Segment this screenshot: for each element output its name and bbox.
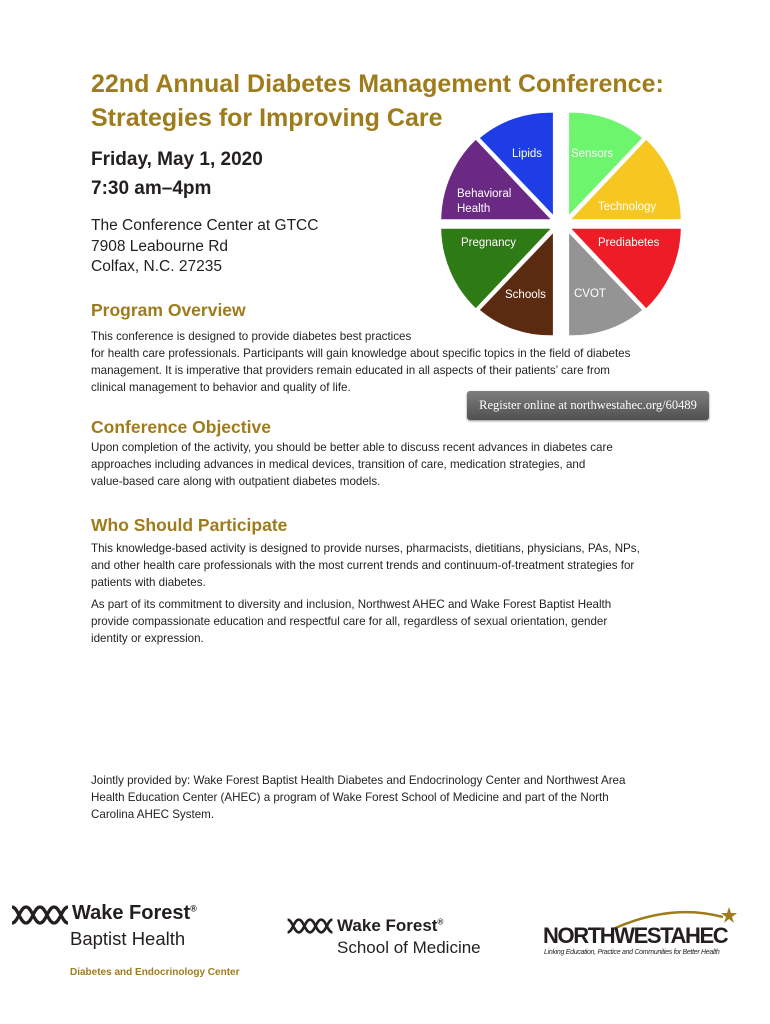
wfsm-logo-line2: School of Medicine <box>337 938 481 957</box>
jointly-line-1: Jointly provided by: Wake Forest Baptist Health Diabetes and Endocrinology Center and Northwest Area <box>91 774 626 787</box>
diversity-line-1: As part of its commitment to diversity and inclusion, Northwest AHEC and Wake Forest Baptist Health <box>91 598 612 611</box>
venue-city: Colfax, N.C. 27235 <box>91 258 222 275</box>
wfsm-logo-line1: Wake Forest® <box>337 916 444 935</box>
program-overview-heading: Program Overview <box>91 300 246 320</box>
wake-forest-mark-icon <box>10 904 70 926</box>
participate-paragraph-1 <box>91 540 691 591</box>
wfbh-subtitle: Diabetes and Endocrinology Center <box>70 967 240 978</box>
wheel-label-sensors: Sensors <box>571 148 614 160</box>
wheel-label-health: Health <box>457 203 491 215</box>
diversity-line-3: identity or expression. <box>91 632 204 645</box>
wheel-label-technology: Technology <box>598 201 657 213</box>
diversity-line-2: provide compassionate education and respectful care for all, regardless of sexual orientation, gender <box>91 615 608 628</box>
overview-line-4: clinical management to behavior and quality of life. <box>91 381 351 394</box>
objective-line-1: Upon completion of the activity, you should be better able to discuss recent advances in diabetes care <box>91 441 613 454</box>
venue-address <box>91 216 318 278</box>
participate-paragraph-2 <box>91 596 691 647</box>
participate-line-1: This knowledge-based activity is designed to provide nurses, pharmacists, dietitians, physicians, PAs, NPs, <box>91 542 640 555</box>
objective-line-3: value-based care along with outpatient diabetes models. <box>91 475 381 488</box>
overview-line-1: This conference is designed to provide diabetes best practices <box>91 330 412 343</box>
title-line-2: Strategies for Improving Care <box>91 104 443 132</box>
wake-forest-mark-icon <box>286 916 334 936</box>
event-time: 7:30 am–4pm <box>91 178 212 199</box>
wfsm-logo <box>286 912 506 962</box>
wheel-label-pregnancy: Pregnancy <box>461 237 516 249</box>
date-time-block <box>91 145 263 203</box>
topic-wheel <box>430 104 692 344</box>
wheel-label-lipids: Lipids <box>512 148 543 160</box>
jointly-line-3: Carolina AHEC System. <box>91 808 215 821</box>
jointly-provided-text <box>91 772 691 823</box>
participate-line-2: and other health care professionals with the most current trends and continuum-of-treatment strategies for <box>91 559 635 572</box>
program-overview-text <box>91 328 691 396</box>
overview-line-2: for health care professionals. Participants will gain knowledge about specific topics in the field of diabetes <box>91 347 631 360</box>
wheel-label-cvot: CVOT <box>574 288 606 300</box>
objective-line-2: approaches including advances in medical devices, transition of care, medication strategies, and <box>91 458 586 471</box>
event-date: Friday, May 1, 2020 <box>91 149 263 170</box>
ahec-tagline: Linking Education, Practice and Communities for Better Health <box>544 949 720 956</box>
wheel-label-schools: Schools <box>505 289 546 301</box>
overview-line-3: management. It is imperative that providers remain educated in all aspects of their patients’ care from <box>91 364 610 377</box>
conference-objective-heading: Conference Objective <box>91 417 271 437</box>
wheel-label-prediabetes: Prediabetes <box>598 237 660 249</box>
venue-name: The Conference Center at GTCC <box>91 217 319 234</box>
ahec-wordmark: NORTHWESTAHEC <box>543 923 728 948</box>
conference-objective-text <box>91 439 691 490</box>
wfbh-logo <box>10 900 240 985</box>
wfbh-logo-line1: Wake Forest® <box>72 902 197 924</box>
participate-line-3: patients with diabetes. <box>91 576 206 589</box>
who-should-participate-heading: Who Should Participate <box>91 515 288 535</box>
jointly-line-2: Health Education Center (AHEC) a program of Wake Forest School of Medicine and part of the North <box>91 791 609 804</box>
wheel-label-behavioral: Behavioral <box>457 188 512 200</box>
wfbh-logo-line2: Baptist Health <box>70 928 186 949</box>
title-line-1: 22nd Annual Diabetes Management Conference: <box>91 70 664 98</box>
register-online-button[interactable]: Register online at northwestahec.org/60489 <box>467 391 709 420</box>
venue-street: 7908 Leabourne Rd <box>91 237 229 255</box>
northwest-ahec-logo <box>543 905 743 965</box>
